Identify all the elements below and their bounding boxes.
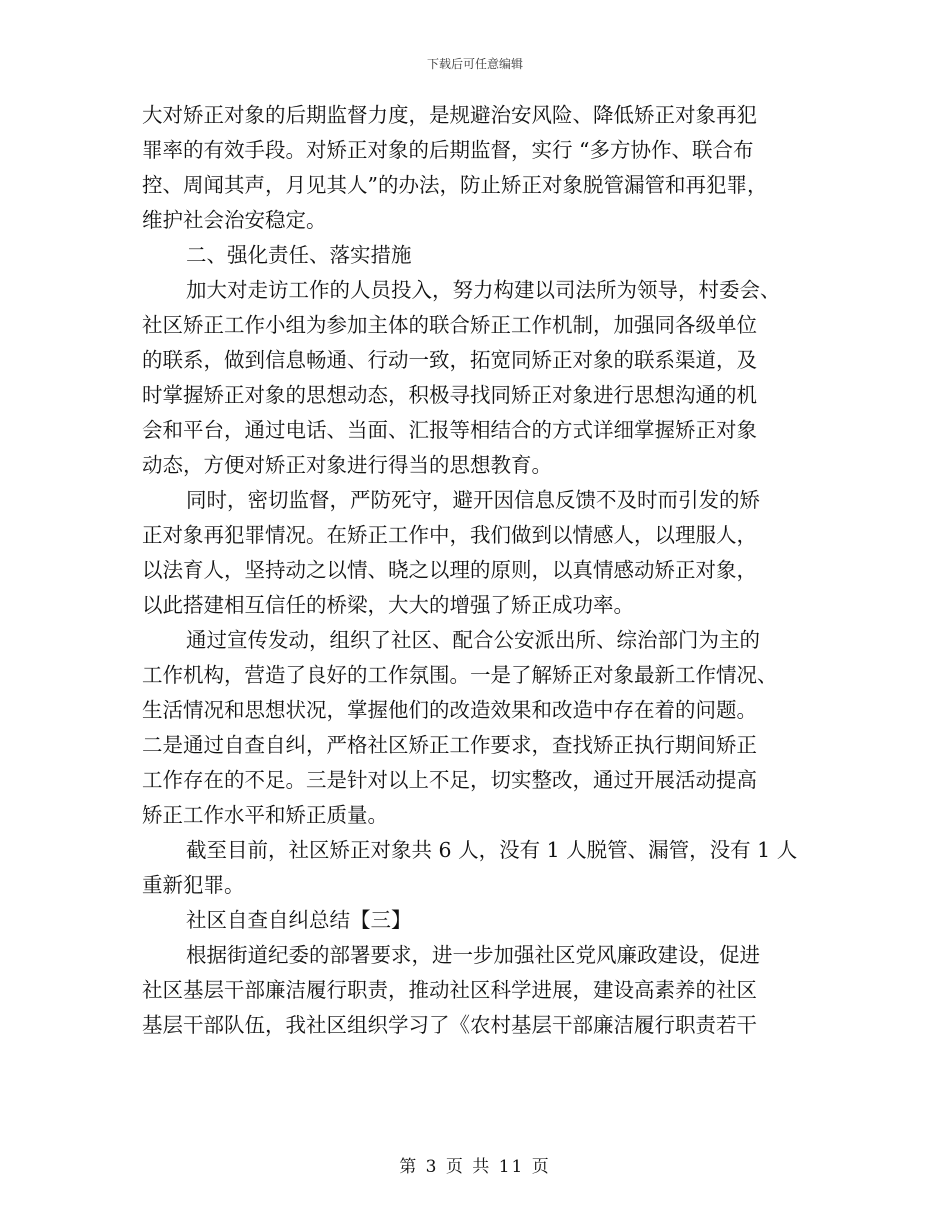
text-line: 同时，密切监督，严防死守，避开因信息反馈不及时而引发的矫 xyxy=(186,488,760,512)
text-line: 加大对走访工作的人员投入，努力构建以司法所为领导，村委会、 xyxy=(186,278,781,302)
text-line: 以此搭建相互信任的桥梁，大大的增强了矫正成功率。 xyxy=(142,593,634,617)
text-line: 维护社会治安稳定。 xyxy=(142,208,327,232)
text-line: 生活情况和思想状况，掌握他们的改造效果和改造中存在着的问题。 xyxy=(142,698,757,722)
text-line: 矫正工作水平和矫正质量。 xyxy=(142,803,388,827)
text-line: 社区基层干部廉洁履行职责，推动社区科学进展，建设高素养的社区 xyxy=(142,978,757,1002)
text-line: 根据街道纪委的部署要求，进一步加强社区党风廉政建设，促进 xyxy=(186,943,760,967)
text-line: 动态，方便对矫正对象进行得当的思想教育。 xyxy=(142,453,552,477)
text-line: 会和平台，通过电话、当面、汇报等相结合的方式详细掌握矫正对象 xyxy=(142,418,757,442)
text-line: 以法育人，坚持动之以情、晓之以理的原则，以真情感动矫正对象， xyxy=(142,558,757,582)
text-line: 工作存在的不足。三是针对以上不足，切实整改，通过开展活动提高 xyxy=(142,768,757,792)
page-footer: 第 3 页 共 11 页 xyxy=(399,1157,551,1177)
text-line: 二是通过自查自纠，严格社区矫正工作要求，查找矫正执行期间矫正 xyxy=(142,733,757,757)
text-line: 截至目前，社区矫正对象共 6 人，没有 1 人脱管、漏管，没有 1 人 xyxy=(186,838,798,862)
text-line: 工作机构，营造了良好的工作氛围。一是了解矫正对象最新工作情况、 xyxy=(142,663,778,687)
text-line: 社区自查自纠总结【三】 xyxy=(186,908,412,932)
text-line: 的联系，做到信息畅通、行动一致，拓宽同矫正对象的联系渠道，及 xyxy=(142,348,757,372)
text-line: 重新犯罪。 xyxy=(142,873,245,897)
text-line: 二、强化责任、落实措施 xyxy=(186,243,412,267)
document-body xyxy=(142,98,822,1043)
text-line: 控、周闻其声，月见其人”的办法，防止矫正对象脱管漏管和再犯罪， xyxy=(142,173,768,197)
text-line: 正对象再犯罪情况。在矫正工作中，我们做到以情感人，以理服人， xyxy=(142,523,757,547)
text-line: 基层干部队伍，我社区组织学习了《农村基层干部廉洁履行职责若干 xyxy=(142,1013,757,1037)
text-line: 时掌握矫正对象的思想动态，积极寻找同矫正对象进行思想沟通的机 xyxy=(142,383,757,407)
text-line: 大对矫正对象的后期监督力度，是规避治安风险、降低矫正对象再犯 xyxy=(142,103,757,127)
text-line: 通过宣传发动，组织了社区、配合公安派出所、综治部门为主的 xyxy=(186,628,760,652)
page-header: 下载后可任意编辑 xyxy=(426,57,523,71)
text-line: 社区矫正工作小组为参加主体的联合矫正工作机制，加强同各级单位 xyxy=(142,313,757,337)
text-line: 罪率的有效手段。对矫正对象的后期监督，实行 “多方协作、联合布 xyxy=(142,138,754,162)
